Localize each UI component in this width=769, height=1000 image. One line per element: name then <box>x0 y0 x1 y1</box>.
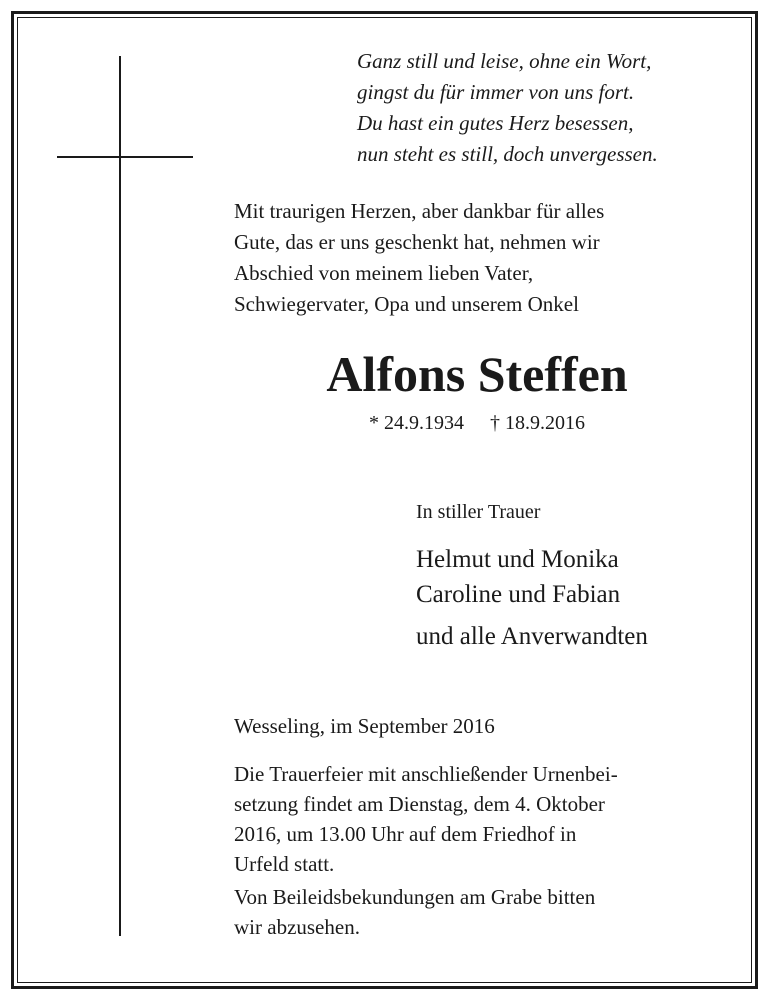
birth-date: * 24.9.1934 <box>369 412 464 434</box>
intro-line: Schwiegervater, Opa und unserem Onkel <box>234 292 579 316</box>
mourning-heading: In stiller Trauer <box>416 501 541 523</box>
condolence-line: wir abzusehen. <box>234 915 360 939</box>
cross-horizontal-bar <box>57 156 193 158</box>
service-line: Urfeld statt. <box>234 852 335 876</box>
mourners-list <box>416 542 620 612</box>
poem-line: Ganz still und leise, ohne ein Wort, <box>357 49 652 73</box>
service-info <box>234 759 618 879</box>
poem-line: Du hast ein gutes Herz besessen, <box>357 111 634 135</box>
service-line: Die Trauerfeier mit anschließender Urnenbei- <box>234 762 618 786</box>
intro-line: Abschied von meinem lieben Vater, <box>234 261 534 285</box>
cross-vertical-bar <box>119 56 121 936</box>
life-dates <box>234 409 720 437</box>
deceased-name: Alfons Steffen <box>326 346 628 402</box>
condolence-note <box>234 882 595 942</box>
service-line: setzung findet am Dienstag, dem 4. Oktober <box>234 792 605 816</box>
intro-text <box>234 196 754 320</box>
mourner-name: Caroline und Fabian <box>416 581 621 608</box>
mourner-name: Helmut und Monika <box>416 546 619 573</box>
condolence-line: Von Beileidsbekundungen am Grabe bitten <box>234 885 596 909</box>
place-date: Wesseling, im September 2016 <box>234 714 495 738</box>
poem-line: nun steht es still, doch unvergessen. <box>357 142 658 166</box>
intro-line: Gute, das er uns geschenkt hat, nehmen wir <box>234 230 600 254</box>
relatives-line: und alle Anverwandten <box>416 623 648 650</box>
poem-line: gingst du für immer von uns fort. <box>357 80 635 104</box>
death-date: † 18.9.2016 <box>490 412 585 434</box>
intro-line: Mit traurigen Herzen, aber dankbar für alles <box>234 199 605 223</box>
poem <box>357 46 747 170</box>
service-line: 2016, um 13.00 Uhr auf dem Friedhof in <box>234 822 577 846</box>
